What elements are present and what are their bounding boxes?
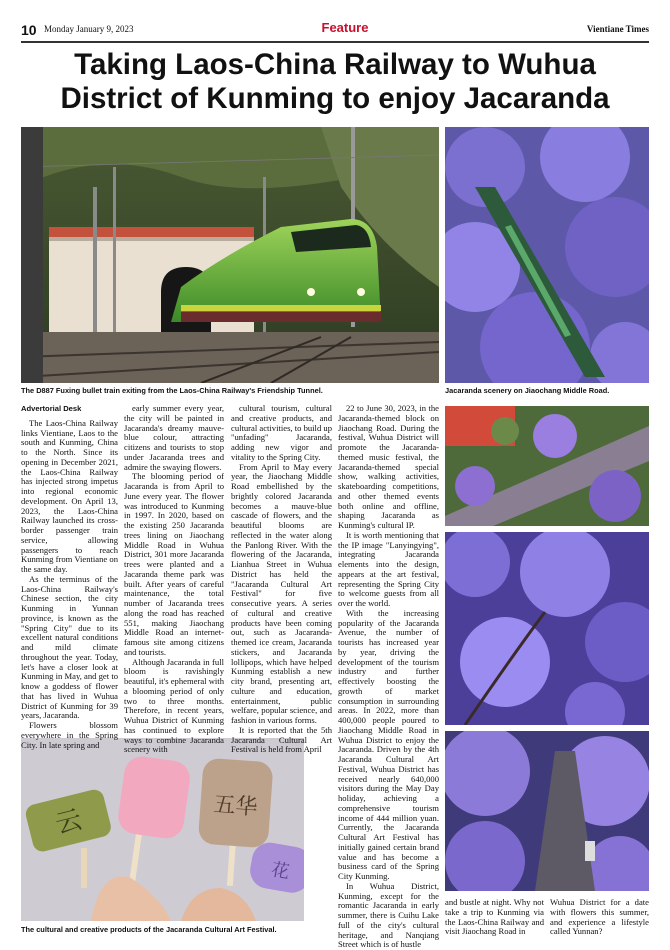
paragraph: From April to May every year, the Jiaochang Middle Road embellished by the brightly colored Jacaranda becomes a mauve-blue cascade of flowers, and the beautiful blooms are reflected in the water along the Panlong River. With the flowering of the Jacaranda, Lianhua Street in Wuhua District has held the "Jacaranda Cultural Art Festival" for five consecutive years. A series of cultural and creative products have been coming out, such as Jacaranda-themed ice cream, Jacaranda stickers, and Jacaranda lollipops, which have helped Kunming establish a new city brand, presenting art, culture and education, entertainment, public welfare, popular science, and fashion in various forms. <box>231 461 332 725</box>
text-column-3 <box>231 403 332 755</box>
jacaranda-aerial-photo <box>445 127 649 383</box>
product-glyph-2: 五华 <box>212 792 259 821</box>
paragraph: early summer every year, the city will be painted in Jacaranda's dreamy mauve-blue colour, attracting citizens and tourists to stop under Jacaranda trees and admire the swaying flowers. <box>124 403 224 472</box>
jacaranda-closeup-photo <box>445 532 649 725</box>
text-column-5 <box>445 898 544 946</box>
text-column-6 <box>550 898 649 946</box>
jacaranda-avenue-photo <box>445 731 649 891</box>
products-photo <box>21 738 304 921</box>
train-photo <box>21 127 439 383</box>
paragraph: With the increasing popularity of the Jacaranda Avenue, the number of tourists has increased year by year, driving the development of the tourism industry and further effectively boosting the growth of market consumption in surrounding areas. In 2022, more than 400,000 people poured to Jiaochang Middle Road in Wuhua District to enjoy the Jacaranda. Driven by the 4th Jacaranda Cultural Art Festival, Wuhua District has received nearly 640,000 visitors during the May Day holiday, achieving a comprehensive tourism income of 444 million yuan. Currently, the Jacaranda Cultural Art Festival has initially gained certain brand value and has become a business card of the Spring City Kunming. <box>338 607 439 881</box>
products-photo-caption: The cultural and creative products of the Jacaranda Cultural Art Festival. <box>21 925 277 934</box>
article-headline: Taking Laos-China Railway to Wuhua District of Kunming to enjoy Jacaranda <box>60 48 610 115</box>
byline: Advertorial Desk <box>21 404 82 413</box>
paragraph: Wuhua District for a date with flowers this summer, and experience a lifestyle called Yunnan? <box>550 897 649 937</box>
page-header <box>0 20 670 42</box>
text-column-1 <box>21 404 118 750</box>
paragraph: The blooming period of Jacaranda is from April to June every year. The flower was introduced to Kunming in 1997. In 2020, based on the existing 250 Jacaranda trees lining on Jiaochang Middle Road in Wuhua District, 301 more Jacaranda trees were planted and a Jacaranda theme park was built. After years of careful maintenance, the total number of Jacaranda trees along the road has reached 551, making Jiaochang Middle Road an internet-famous site among citizens and tourists. <box>124 471 224 657</box>
newspaper-name: Vientiane Times <box>586 24 649 34</box>
text-column-4 <box>338 403 439 950</box>
paragraph: The Laos-China Railway links Vientiane, Laos to the south and Kunming, China to the North. Since its opening in December 2021, the Laos-China Railway has injected strong impetus into regional economic development. On April 13, 2023, the Laos-China Railway launched its cross-border passenger train service, allowing passengers to reach Kunming from Vientiane on the same day. <box>21 417 118 574</box>
product-glyph-1: 云 <box>52 804 86 841</box>
page-number: 10 <box>21 22 37 38</box>
product-glyph-3: 花 <box>269 859 291 884</box>
paragraph: It is worth mentioning that the IP image "Lanyingying", integrating Jacaranda elements into the design, appears at the art festival, representing the Spring City to welcome guests from all over the world. <box>338 529 439 608</box>
paragraph: 22 to June 30, 2023, in the Jacaranda-themed block on Jiaochang Road. During the festival, Wuhua District will promote the Jacaranda-themed music festival, the Jacaranda-themed special show, walking activities, skateboarding competitions, and other themed events both online and offline, shaping Jacaranda as Kunming's cultural IP. <box>338 403 439 530</box>
jacaranda-photo-caption: Jacaranda scenery on Jiaochang Middle Road. <box>445 386 610 395</box>
paragraph: As the terminus of the Laos-China Railway's Chinese section, the city Kunming in Yunnan province, is known as the "Spring City" due to its excellent natural conditions and mild climate throughout the year. Today, let's have a closer look at Kunming in May, and get to know a goddess of flower that has lived in Wuhua District of Kunming for 39 years, Jacaranda. <box>21 573 118 721</box>
text-column-2 <box>124 403 224 755</box>
paragraph: It is reported that the 5th Jacaranda Cultural Art Festival is held from April <box>231 724 332 755</box>
paragraph: and bustle at night. Why not take a trip to Kunming via the Laos-China Railway and visit Jiaochang Road in <box>445 897 544 937</box>
paragraph: Although Jacaranda in full bloom is ravishingly beautiful, it's ephemeral with a blooming period of only two to three months. Therefore, in recent years, Wuhua District of Kunming has continued to explore ways to combine Jacaranda scenery with <box>124 656 224 755</box>
street-aerial-photo <box>445 406 649 526</box>
issue-date: Monday January 9, 2023 <box>44 24 134 34</box>
section-label: Feature <box>321 20 369 35</box>
paragraph: Flowers blossom everywhere in the Spring City. In late spring and <box>21 720 118 750</box>
paragraph: In Wuhua District, Kunming, except for the romantic Jacaranda in early summer, there is Cuihu Lake full of the city's cultural heritage, and Nanqiang Street which is of hustle <box>338 880 439 950</box>
paragraph: cultural tourism, cultural and creative products, and cultural activities, to build up "unfading" Jacaranda, adding new vigor and vitality to the Spring City. <box>231 403 332 462</box>
train-photo-caption: The D887 Fuxing bullet train exiting from the Laos-China Railway's Friendship Tunnel. <box>21 386 323 395</box>
header-divider <box>21 41 649 43</box>
